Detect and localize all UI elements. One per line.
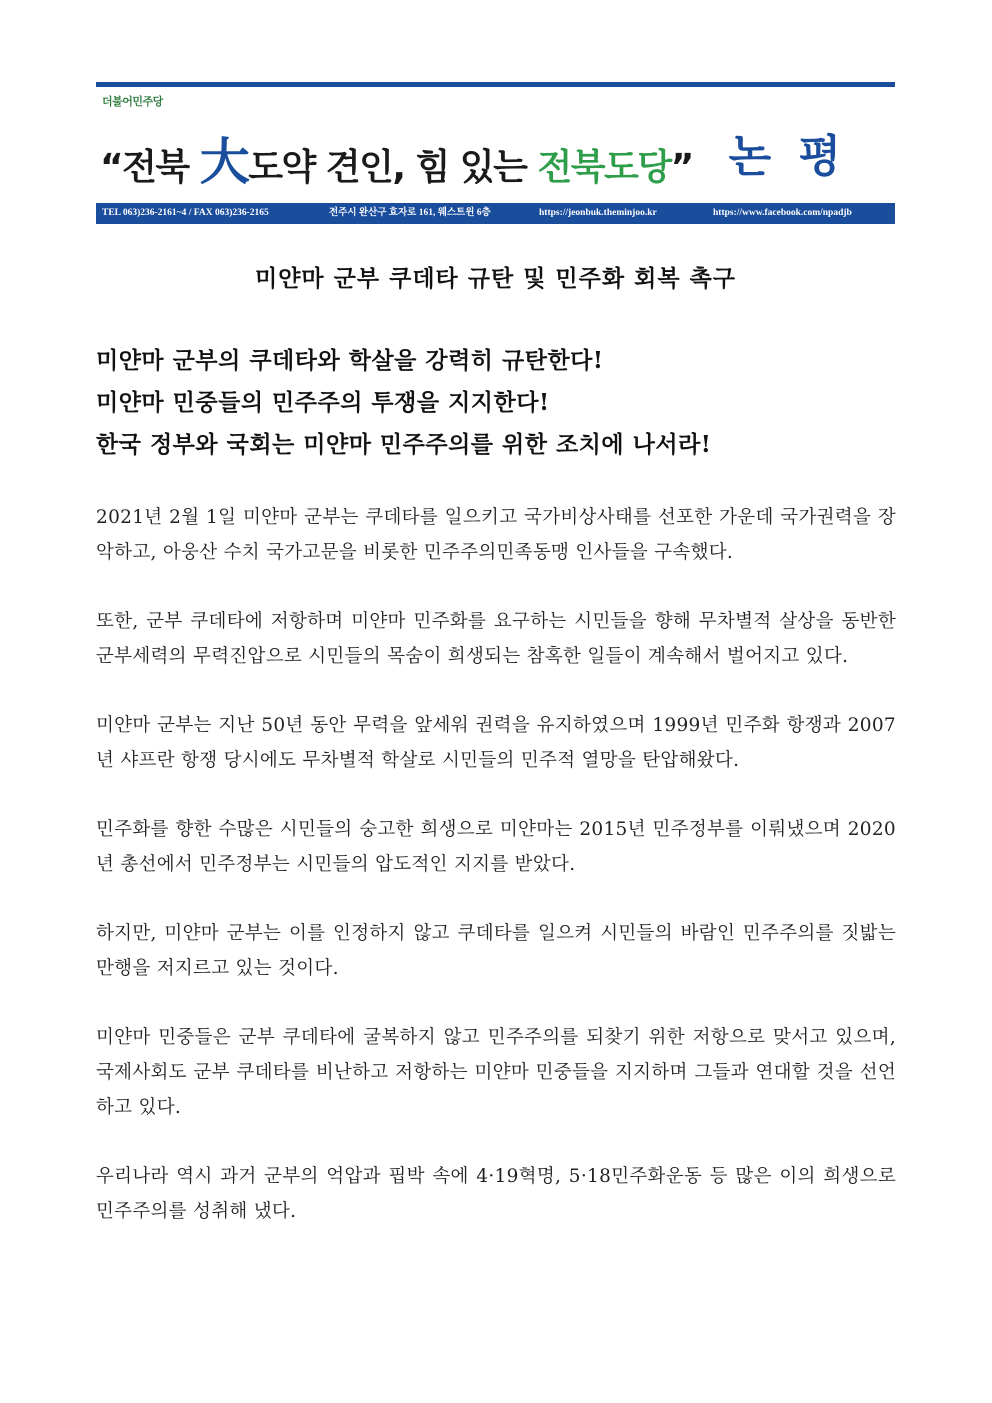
website-link[interactable]: https://jeonbuk.theminjoo.kr <box>539 208 657 218</box>
slogan-part2: 도약 견인, 힘 있는 <box>248 147 538 188</box>
headline: 미얀마 민중들의 민주주의 투쟁을 지지한다! <box>96 389 550 416</box>
letterhead <box>96 82 895 224</box>
contact-info-bar <box>96 203 895 224</box>
facebook-link[interactable]: https://www.facebook.com/npadjb <box>713 208 852 218</box>
headline-list <box>96 340 896 466</box>
body-paragraph: 또한, 군부 쿠데타에 저항하며 미얀마 민주화를 요구하는 시민들을 향해 무차별적 살상을 동반한 군부세력의 무력진압으로 시민들의 목숨이 희생되는 참혹한 일들이 계속해서 벌어지고 있다. <box>96 611 896 667</box>
slogan-part3: ” <box>670 147 693 188</box>
slogan <box>100 122 693 202</box>
body-paragraph: 민주화를 향한 수많은 시민들의 숭고한 희생으로 미얀마는 2015년 민주정부를 이뤄냈으며 2020년 총선에서 민주정부는 시민들의 압도적인 지지를 받았다. <box>96 819 896 875</box>
party-logo: 더불어민주당 <box>102 95 163 108</box>
contact-address: 전주시 완산구 효자로 161, 웨스트윈 6층 <box>329 208 491 218</box>
headline: 미얀마 군부의 쿠데타와 학살을 강력히 규탄한다! <box>96 347 604 374</box>
document-type: 논 평 <box>728 131 847 182</box>
body-paragraph: 미얀마 군부는 지난 50년 동안 무력을 앞세워 권력을 유지하였으며 1999년 민주화 항쟁과 2007년 샤프란 항쟁 당시에도 무차별적 학살로 시민들의 민주적 열망을 탄압해왔다. <box>96 715 896 771</box>
document-title: 미얀마 군부 쿠데타 규탄 및 민주화 회복 촉구 <box>255 265 736 292</box>
document-body <box>96 500 896 1263</box>
slogan-green: 전북도당 <box>537 147 671 188</box>
body-paragraph: 하지만, 미얀마 군부는 이를 인정하지 않고 쿠데타를 일으켜 시민들의 바람인 민주주의를 짓밟는 만행을 저지르고 있는 것이다. <box>96 923 896 979</box>
body-paragraph: 미얀마 민중들은 군부 쿠데타에 굴복하지 않고 민주주의를 되찾기 위한 저항으로 맞서고 있으며, 국제사회도 군부 쿠데타를 비난하고 저항하는 미얀마 민중들을 지지하며 그들과 연대할 것을 선언하고 있다. <box>96 1027 896 1118</box>
headline: 한국 정부와 국회는 미얀마 민주주의를 위한 조치에 나서라! <box>96 431 712 458</box>
slogan-big-char: 大 <box>199 133 249 191</box>
body-paragraph: 2021년 2월 1일 미얀마 군부는 쿠데타를 일으키고 국가비상사태를 선포한 가운데 국가권력을 장악하고, 아웅산 수치 국가고문을 비롯한 민주주의민족동맹 인사들을 구속했다. <box>96 507 896 563</box>
slogan-part1: “전북 <box>100 147 200 188</box>
body-paragraph: 우리나라 역시 과거 군부의 억압과 핍박 속에 4·19혁명, 5·18민주화운동 등 많은 이의 희생으로 민주주의를 성취해 냈다. <box>96 1166 896 1222</box>
contact-tel-fax: TEL 063)236-2161~4 / FAX 063)236-2165 <box>102 208 269 218</box>
header-top-bar <box>96 82 895 87</box>
